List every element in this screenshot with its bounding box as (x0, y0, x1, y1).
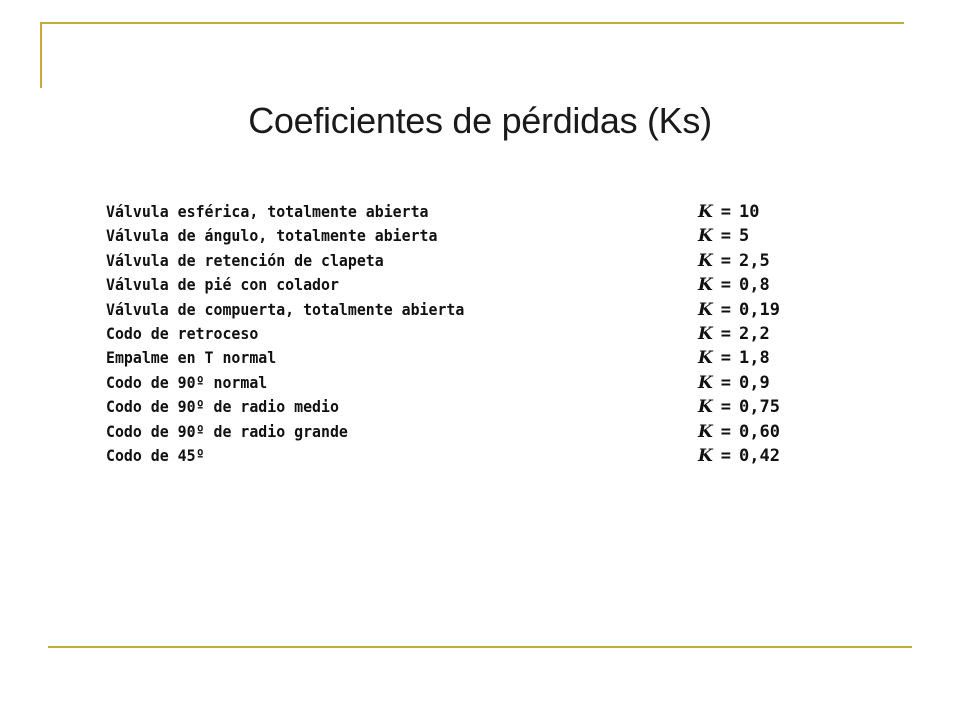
k-symbol: K (698, 275, 713, 296)
coefficient-value (698, 249, 770, 273)
equals-sign: = (720, 226, 732, 247)
fitting-label: Codo de 90º normal (106, 372, 268, 392)
coefficient-value (698, 298, 780, 322)
bottom-rule (48, 646, 912, 648)
top-rule (40, 22, 904, 24)
table-row (106, 371, 826, 395)
fitting-label: Válvula de compuerta, totalmente abierta (106, 299, 465, 319)
fitting-label: Válvula de retención de clapeta (106, 250, 384, 270)
k-symbol: K (698, 348, 713, 369)
k-symbol: K (698, 372, 713, 393)
k-symbol: K (698, 421, 713, 442)
table-row (106, 224, 826, 248)
equals-sign: = (720, 250, 732, 271)
k-symbol: K (698, 226, 713, 247)
coefficient-value (698, 395, 780, 419)
k-number: 1,8 (739, 348, 770, 369)
k-number: 5 (739, 226, 750, 247)
k-number: 0,8 (739, 275, 770, 296)
left-rule (40, 22, 42, 88)
equals-sign: = (720, 275, 732, 296)
slide-title: Coeficientes de pérdidas (Ks) (248, 100, 712, 141)
k-symbol: K (698, 397, 713, 418)
table-row (106, 420, 826, 444)
table-row (106, 273, 826, 297)
k-symbol: K (698, 202, 713, 222)
loss-coefficient-table (106, 200, 826, 468)
fitting-label: Válvula de pié con colador (106, 275, 339, 295)
k-number: 0,9 (739, 372, 770, 393)
equals-sign: = (720, 299, 732, 320)
fitting-label: Codo de retroceso (106, 323, 259, 343)
equals-sign: = (720, 348, 732, 369)
fitting-label: Válvula de ángulo, totalmente abierta (106, 226, 438, 246)
coefficient-value (698, 346, 770, 370)
coefficient-value (698, 420, 780, 444)
table-row (106, 322, 826, 346)
k-symbol: K (698, 445, 713, 466)
fitting-label: Válvula esférica, totalmente abierta (106, 202, 429, 221)
coefficient-value (698, 200, 760, 224)
fitting-label: Codo de 90º de radio medio (106, 397, 339, 417)
k-number: 0,75 (739, 397, 780, 418)
equals-sign: = (720, 202, 732, 222)
coefficient-value (698, 371, 770, 395)
k-number: 0,60 (739, 421, 780, 442)
k-number: 2,5 (739, 250, 770, 271)
k-number: 10 (739, 202, 760, 222)
coefficient-value (698, 224, 749, 248)
coefficient-value (698, 322, 770, 346)
table-row (106, 298, 826, 322)
table-row (106, 249, 826, 273)
equals-sign: = (720, 323, 732, 344)
equals-sign: = (720, 421, 732, 442)
table-row (106, 444, 826, 468)
k-symbol: K (698, 323, 713, 344)
k-symbol: K (698, 250, 713, 271)
equals-sign: = (720, 372, 732, 393)
coefficient-value (698, 444, 780, 468)
fitting-label: Codo de 45º (106, 445, 205, 465)
table-row (106, 395, 826, 419)
fitting-label: Empalme en T normal (106, 348, 277, 368)
fitting-label: Codo de 90º de radio grande (106, 421, 348, 441)
k-number: 0,19 (739, 299, 780, 320)
equals-sign: = (720, 397, 732, 418)
table-row (106, 346, 826, 370)
coefficient-value (698, 273, 770, 297)
k-symbol: K (698, 299, 713, 320)
k-number: 0,42 (739, 445, 780, 466)
k-number: 2,2 (739, 323, 770, 344)
table-row (106, 200, 826, 224)
equals-sign: = (720, 445, 732, 466)
